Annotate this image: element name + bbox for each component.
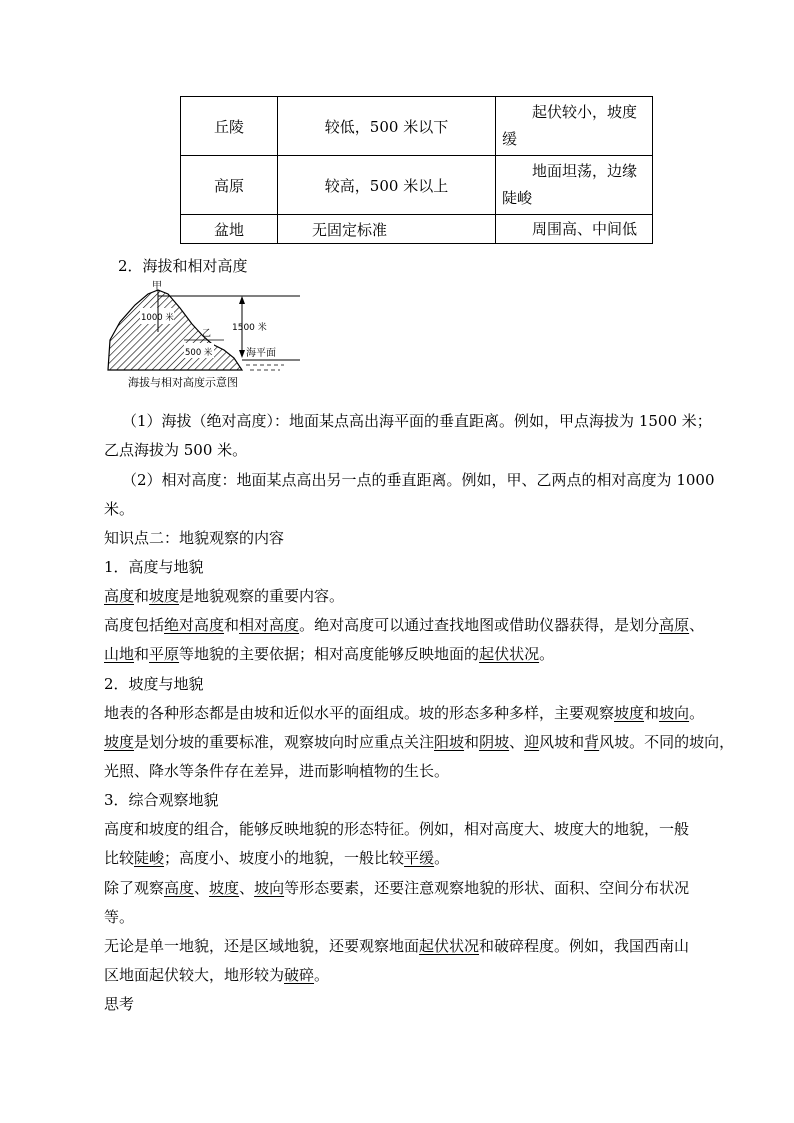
paragraph-line: 除了观察高度、坡度、坡向等形态要素，还要注意观察地貌的形状、面积、空间分布状况 [104,879,690,897]
label-1000m: 1000 米 [141,313,174,323]
paragraph-line: 无论是单一地貌，还是区域地貌，还要观察地面起伏状况和破碎程度。例如，我国西南山 [104,937,690,955]
paragraph-line: （1）海拔（绝对高度）：地面某点高出海平面的垂直距离。例如，甲点海拔为 1500 米； [122,412,712,430]
label-1500m: 1500 米 [232,323,267,333]
terrain-feature: 周围高、中间低 [496,215,653,244]
arrow-head-bottom [239,350,245,358]
knowledge-point-title: 知识点二：地貌观察的内容 [104,529,285,547]
paragraph-line: 高度和坡度的组合，能够反映地貌的形态特征。例如，相对高度大、坡度大的地貌，一般 [104,820,690,838]
paragraph-line: （2）相对高度：地面某点高出另一点的垂直距离。例如，甲、乙两点的相对高度为 1000 [122,471,715,489]
section-heading: 2．海拔和相对高度 [118,257,248,275]
paragraph-line: 米。 [104,500,135,518]
paragraph-line: 等。 [104,908,135,926]
paragraph-line: 地表的各种形态都是由坡和近似水平的面组成。坡的形态多种多样，主要观察坡度和坡向。 [104,704,705,722]
paragraph-line: 高度包括绝对高度和相对高度。绝对高度可以通过查找地图或借助仪器获得，是划分高原、 [104,616,705,634]
terrain-name: 丘陵 [181,97,278,156]
point-a-label: 甲 [152,281,162,292]
terrain-feature: 地面坦荡，边缘 陡峻 [496,156,653,215]
paragraph-line: 高度和坡度是地貌观察的重要内容。 [104,587,345,605]
paragraph-line: 乙点海拔为 500 米。 [104,441,248,459]
think-label: 思考 [104,995,135,1013]
paragraph-line: 坡度是划分坡的重要标准，观察坡向时应重点关注阳坡和阴坡、迎风坡和背风坡。不同的坡向， [104,733,735,751]
terrain-feature: 起伏较小，坡度 缓 [496,97,653,156]
label-sea-level: 海平面 [246,348,276,359]
label-500m: 500 米 [185,348,213,358]
section-heading: 2．坡度与地貌 [104,675,204,693]
figure-caption: 海拔与相对高度示意图 [128,376,238,389]
table-row [181,156,653,215]
terrain-name: 盆地 [181,215,278,244]
paragraph-line: 区地面起伏较大，地形较为破碎。 [104,966,330,984]
table-row [181,215,653,244]
terrain-height: 较高，500 米以上 [278,156,496,215]
terrain-table [180,96,653,244]
table-row [181,97,653,156]
terrain-height: 较低，500 米以下 [278,97,496,156]
point-b-label: 乙 [202,329,212,339]
terrain-height: 无固定标准 [278,215,496,244]
section-heading: 3．综合观察地貌 [104,791,219,809]
arrow-head-top [239,296,245,304]
mountain-shape [108,290,242,370]
section-heading: 1．高度与地貌 [104,558,204,576]
altitude-diagram [100,280,300,392]
terrain-name: 高原 [181,156,278,215]
paragraph-line: 山地和平原等地貌的主要依据；相对高度能够反映地面的起伏状况。 [104,645,555,663]
paragraph-line: 光照、降水等条件存在差异，进而影响植物的生长。 [104,762,450,780]
paragraph-line: 比较陡峻；高度小、坡度小的地貌，一般比较平缓。 [104,849,450,867]
